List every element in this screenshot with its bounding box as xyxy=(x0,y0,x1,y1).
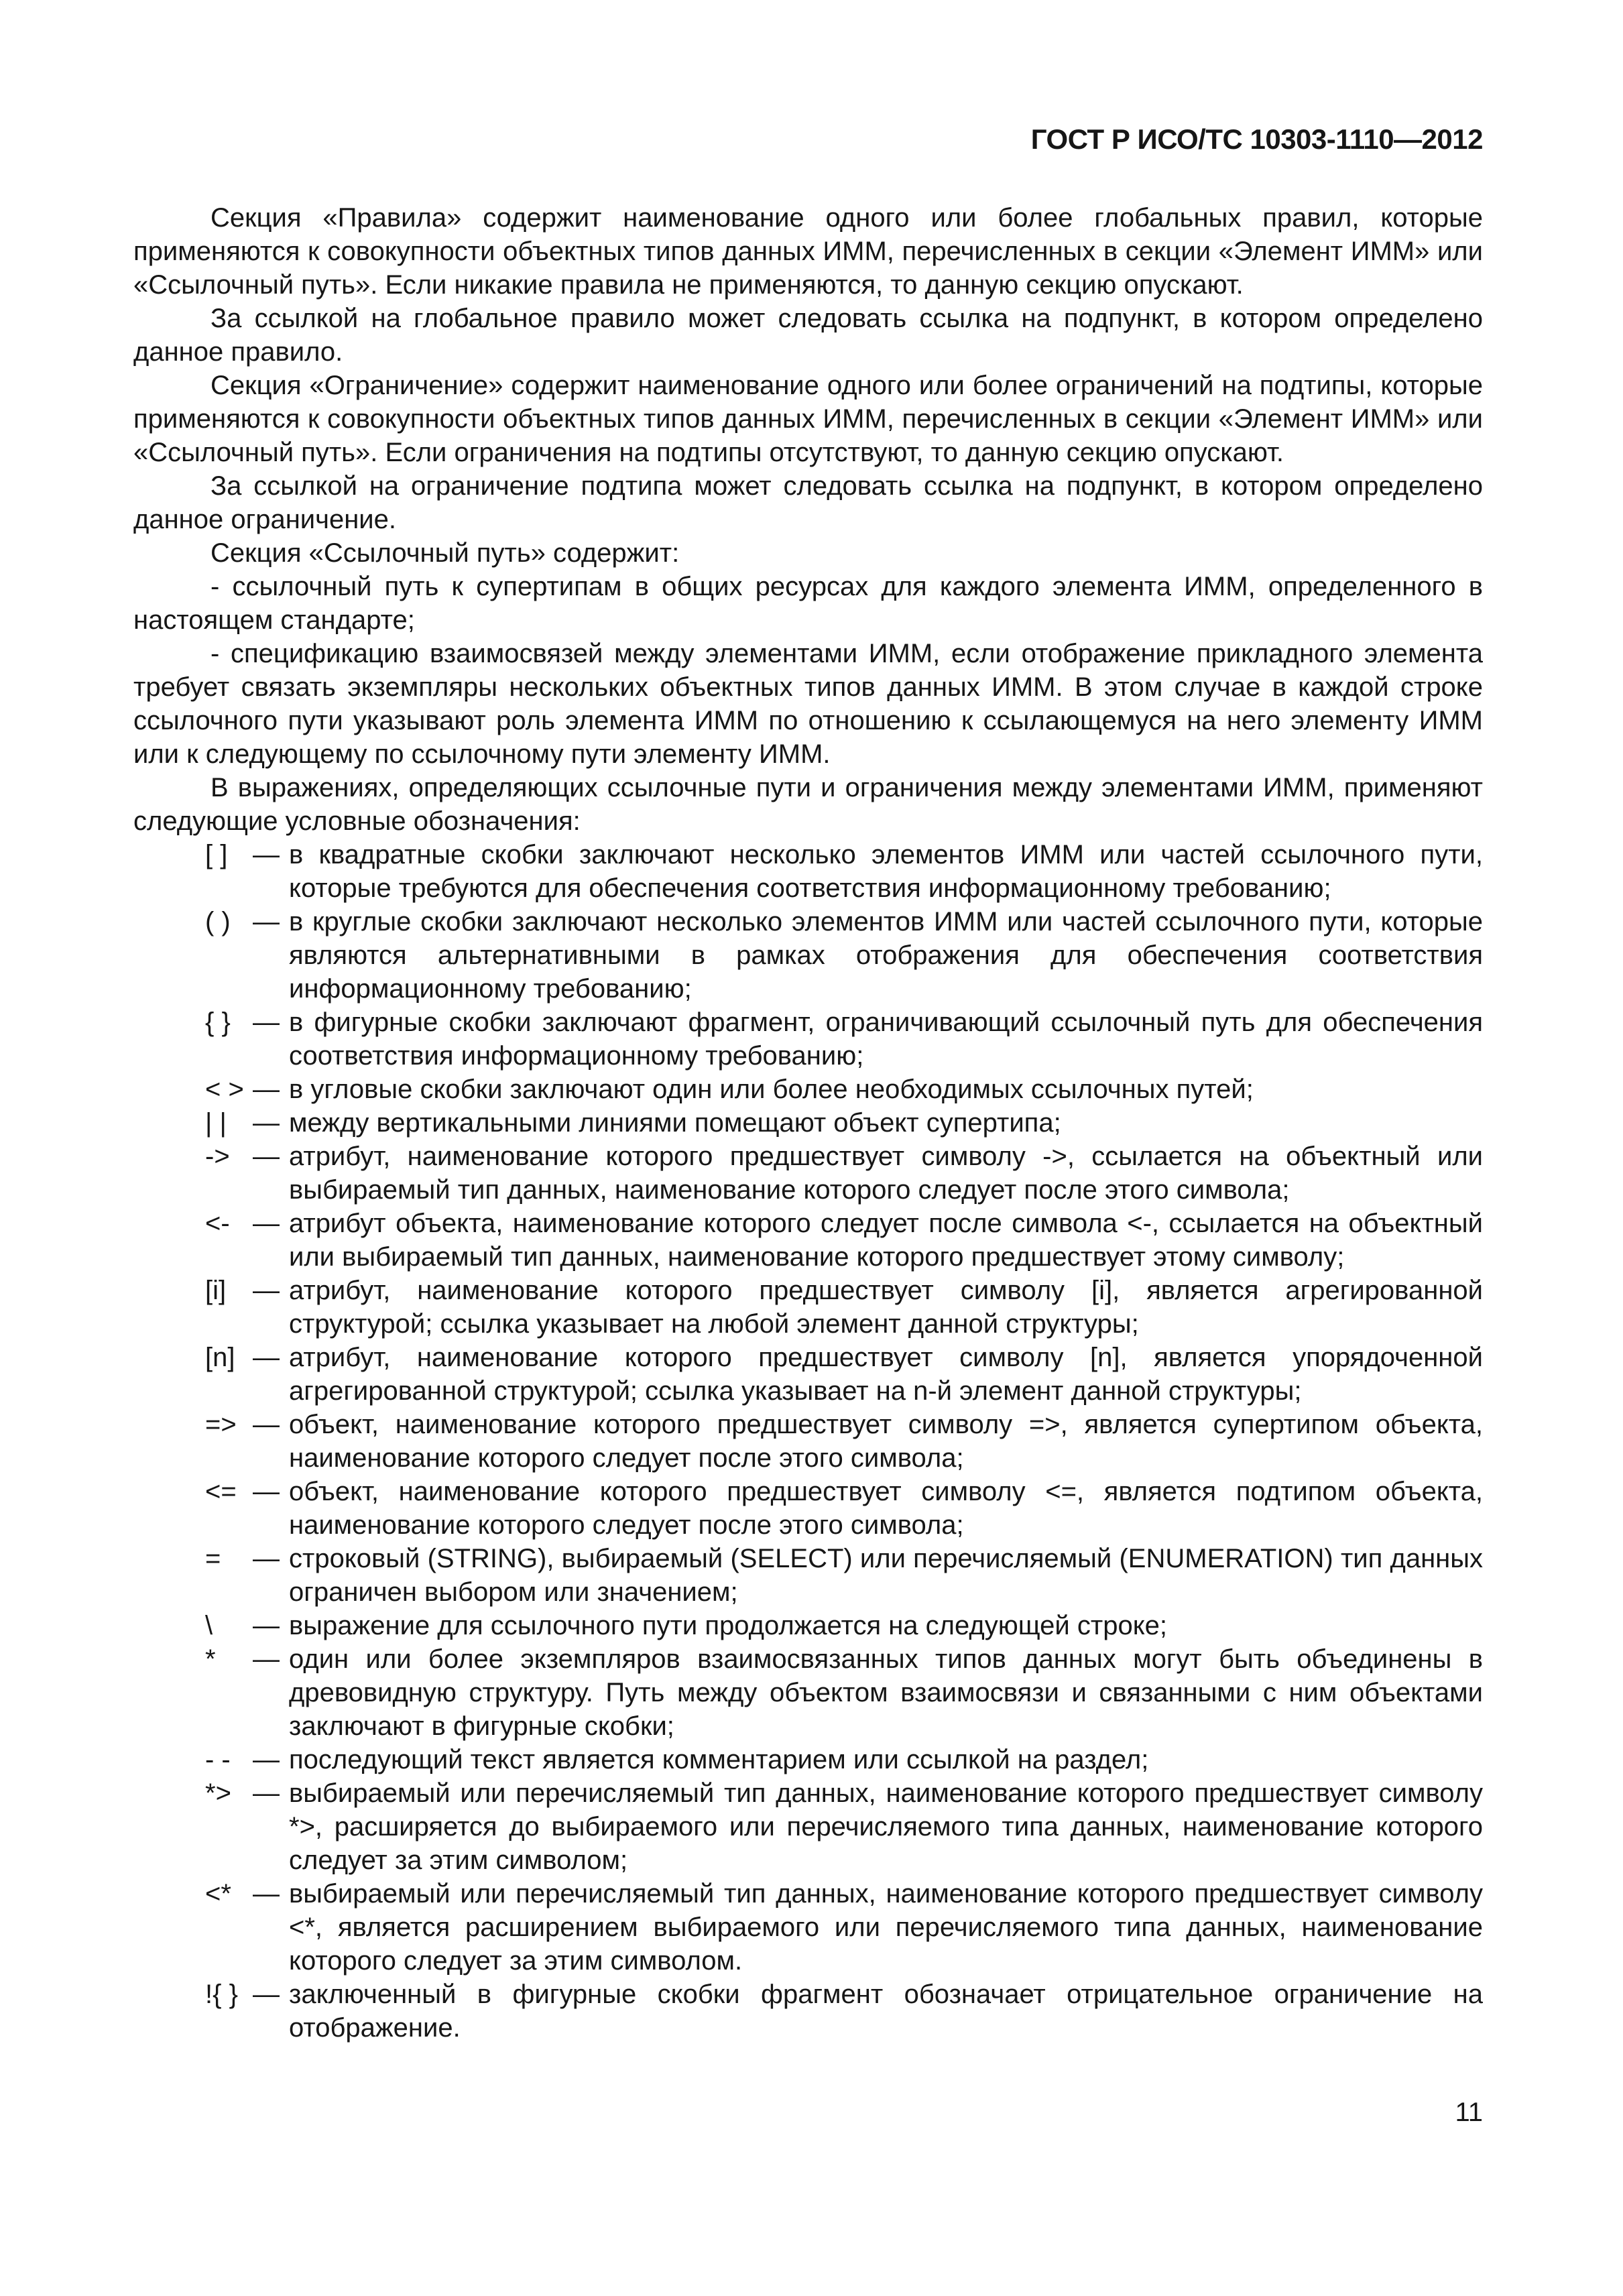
notation-dash: — xyxy=(253,840,280,869)
notation-dash: — xyxy=(253,907,280,936)
notation-dash: — xyxy=(253,1343,280,1372)
notation-item xyxy=(133,1106,1483,1140)
notation-description: один или более экземпляров взаимосвязанных типов данных могут быть объединены в древовидную структуру. Путь между объектом взаимосвязи и связанными с ним объектами заключают в фигурные скобки; xyxy=(289,1644,1483,1741)
notation-symbol: [ ] xyxy=(205,840,228,869)
notation-description: атрибут, наименование которого предшествует символу ->, ссылается на объектный или выбираемый тип данных, наименование которого следует после этого символа; xyxy=(289,1142,1483,1205)
notation-symbol: <* xyxy=(205,1879,231,1909)
notation-description: в круглые скобки заключают несколько элементов ИММ или частей ссылочного пути, которые являются альтернативными в рамках отображения для обеспечения соответствия информационному требованию; xyxy=(289,907,1483,1004)
notation-description: атрибут, наименование которого предшествует символу [i], является агрегированной структурой; ссылка указывает на любой элемент данной структуры; xyxy=(289,1276,1483,1339)
notation-symbol: <- xyxy=(205,1209,230,1238)
paragraph: Секция «Правила» содержит наименование одного или более глобальных правил, которые применяются к совокупности объектных типов данных ИММ, перечисленных в секции «Элемент ИММ» или «Ссылочный путь». Если никакие правила не применяются, то данную секцию опускают. xyxy=(133,203,1483,300)
notation-description: объект, наименование которого предшествует символу =>, является супертипом объекта, наименование которого следует после этого символа; xyxy=(289,1410,1483,1473)
notation-symbol: !{ } xyxy=(205,1980,238,2009)
notation-symbol: | | xyxy=(205,1108,227,1138)
notation-item xyxy=(133,1140,1483,1207)
notation-dash: — xyxy=(253,1879,280,1909)
notation-dash: — xyxy=(253,1410,280,1439)
notation-item xyxy=(133,1207,1483,1274)
notation-symbol: [n] xyxy=(205,1343,235,1372)
notation-item xyxy=(133,1408,1483,1475)
notation-symbol: -> xyxy=(205,1142,230,1171)
notation-description: атрибут, наименование которого предшествует символу [n], является упорядоченной агрегированной структурой; ссылка указывает на n-й элемент данной структуры; xyxy=(289,1343,1483,1406)
notation-dash: — xyxy=(253,1644,280,1674)
paragraph-block xyxy=(133,201,1483,838)
notation-dash: — xyxy=(253,1544,280,1573)
notation-description: в фигурные скобки заключают фрагмент, ограничивающий ссылочный путь для обеспечения соответствия информационному требованию; xyxy=(289,1008,1483,1071)
notation-dash: — xyxy=(253,1008,280,1037)
notation-item xyxy=(133,1475,1483,1542)
notation-description: атрибут объекта, наименование которого следует после символа <-, ссылается на объектный или выбираемый тип данных, наименование которого предшествует этому символу; xyxy=(289,1209,1483,1272)
notation-item xyxy=(133,905,1483,1006)
notation-description: строковый (STRING), выбираемый (SELECT) или перечисляемый (ENUMERATION) тип данных ограничен выбором или значением; xyxy=(289,1544,1483,1607)
notation-description: выбираемый или перечисляемый тип данных, наименование которого предшествует символу <*, является расширением выбираемого или перечисляемого типа данных, наименование которого следует за этим символом. xyxy=(289,1879,1483,1976)
notation-item xyxy=(133,1743,1483,1776)
notation-symbol: <= xyxy=(205,1477,237,1506)
notation-dash: — xyxy=(253,1778,280,1808)
notation-description: выбираемый или перечисляемый тип данных, наименование которого предшествует символу *>, расширяется до выбираемого или перечисляемого типа данных, наименование которого следует за этим символом; xyxy=(289,1778,1483,1875)
notation-symbol: < > xyxy=(205,1075,244,1104)
paragraph: Секция «Ссылочный путь» содержит: xyxy=(211,538,680,568)
notation-symbol: - - xyxy=(205,1745,231,1774)
paragraph: В выражениях, определяющих ссылочные пути и ограничения между элементами ИММ, применяют следующие условные обозначения: xyxy=(133,773,1483,836)
notation-symbol: *> xyxy=(205,1778,231,1808)
notation-item xyxy=(133,1274,1483,1341)
notation-item xyxy=(133,1073,1483,1106)
notation-dash: — xyxy=(253,1075,280,1104)
notation-symbol: [i] xyxy=(205,1276,227,1305)
notation-item xyxy=(133,1877,1483,1978)
notation-symbol: = xyxy=(205,1544,221,1573)
paragraph: За ссылкой на ограничение подтипа может следовать ссылка на подпункт, в котором определено данное ограничение. xyxy=(133,471,1483,534)
notation-symbol: => xyxy=(205,1410,237,1439)
notation-description: объект, наименование которого предшествует символу <=, является подтипом объекта, наименование которого следует после этого символа; xyxy=(289,1477,1483,1540)
notation-dash: — xyxy=(253,1745,280,1774)
notation-symbol: { } xyxy=(205,1008,231,1037)
notation-list xyxy=(133,838,1483,2045)
notation-description: между вертикальными линиями помещают объект супертипа; xyxy=(289,1108,1061,1138)
paragraph: - ссылочный путь к супертипам в общих ресурсах для каждого элемента ИММ, определенного в настоящем стандарте; xyxy=(133,572,1483,635)
notation-description: в угловые скобки заключают один или более необходимых ссылочных путей; xyxy=(289,1075,1254,1104)
notation-dash: — xyxy=(253,1611,280,1640)
document-header-code: ГОСТ Р ИСО/ТС 10303-1110—2012 xyxy=(1030,123,1483,155)
page-body xyxy=(133,201,1483,2045)
notation-description: в квадратные скобки заключают несколько элементов ИММ или частей ссылочного пути, которые требуются для обеспечения соответствия информационному требованию; xyxy=(289,840,1483,903)
notation-item xyxy=(133,1341,1483,1408)
notation-dash: — xyxy=(253,1142,280,1171)
notation-item xyxy=(133,1642,1483,1743)
paragraph: Секция «Ограничение» содержит наименование одного или более ограничений на подтипы, которые применяются к совокупности объектных типов данных ИММ, перечисленных в секции «Элемент ИММ» или «Ссылочный путь». Если ограничения на подтипы отсутствуют, то данную секцию опускают. xyxy=(133,371,1483,467)
page-number: 11 xyxy=(1455,2098,1483,2127)
notation-item xyxy=(133,1006,1483,1073)
notation-dash: — xyxy=(253,1980,280,2009)
notation-symbol: \ xyxy=(205,1611,213,1640)
notation-item xyxy=(133,1542,1483,1609)
paragraph: За ссылкой на глобальное правило может следовать ссылка на подпункт, в котором определено данное правило. xyxy=(133,304,1483,367)
notation-dash: — xyxy=(253,1209,280,1238)
notation-dash: — xyxy=(253,1276,280,1305)
notation-description: выражение для ссылочного пути продолжается на следующей строке; xyxy=(289,1611,1167,1640)
notation-description: последующий текст является комментарием или ссылкой на раздел; xyxy=(289,1745,1149,1774)
notation-dash: — xyxy=(253,1477,280,1506)
notation-item xyxy=(133,1609,1483,1642)
notation-symbol: * xyxy=(205,1644,216,1674)
notation-symbol: ( ) xyxy=(205,907,231,936)
notation-item xyxy=(133,1776,1483,1877)
notation-description: заключенный в фигурные скобки фрагмент обозначает отрицательное ограничение на отображение. xyxy=(289,1980,1483,2043)
notation-item xyxy=(133,838,1483,905)
notation-dash: — xyxy=(253,1108,280,1138)
paragraph: - спецификацию взаимосвязей между элементами ИММ, если отображение прикладного элемента требует связать экземпляры нескольких объектных типов данных ИММ. В этом случае в каждой строке ссылочного пути указывают роль элемента ИММ по отношению к ссылающемуся на него элементу ИММ или к следующему по ссылочному пути элементу ИММ. xyxy=(133,639,1483,769)
notation-item xyxy=(133,1978,1483,2045)
